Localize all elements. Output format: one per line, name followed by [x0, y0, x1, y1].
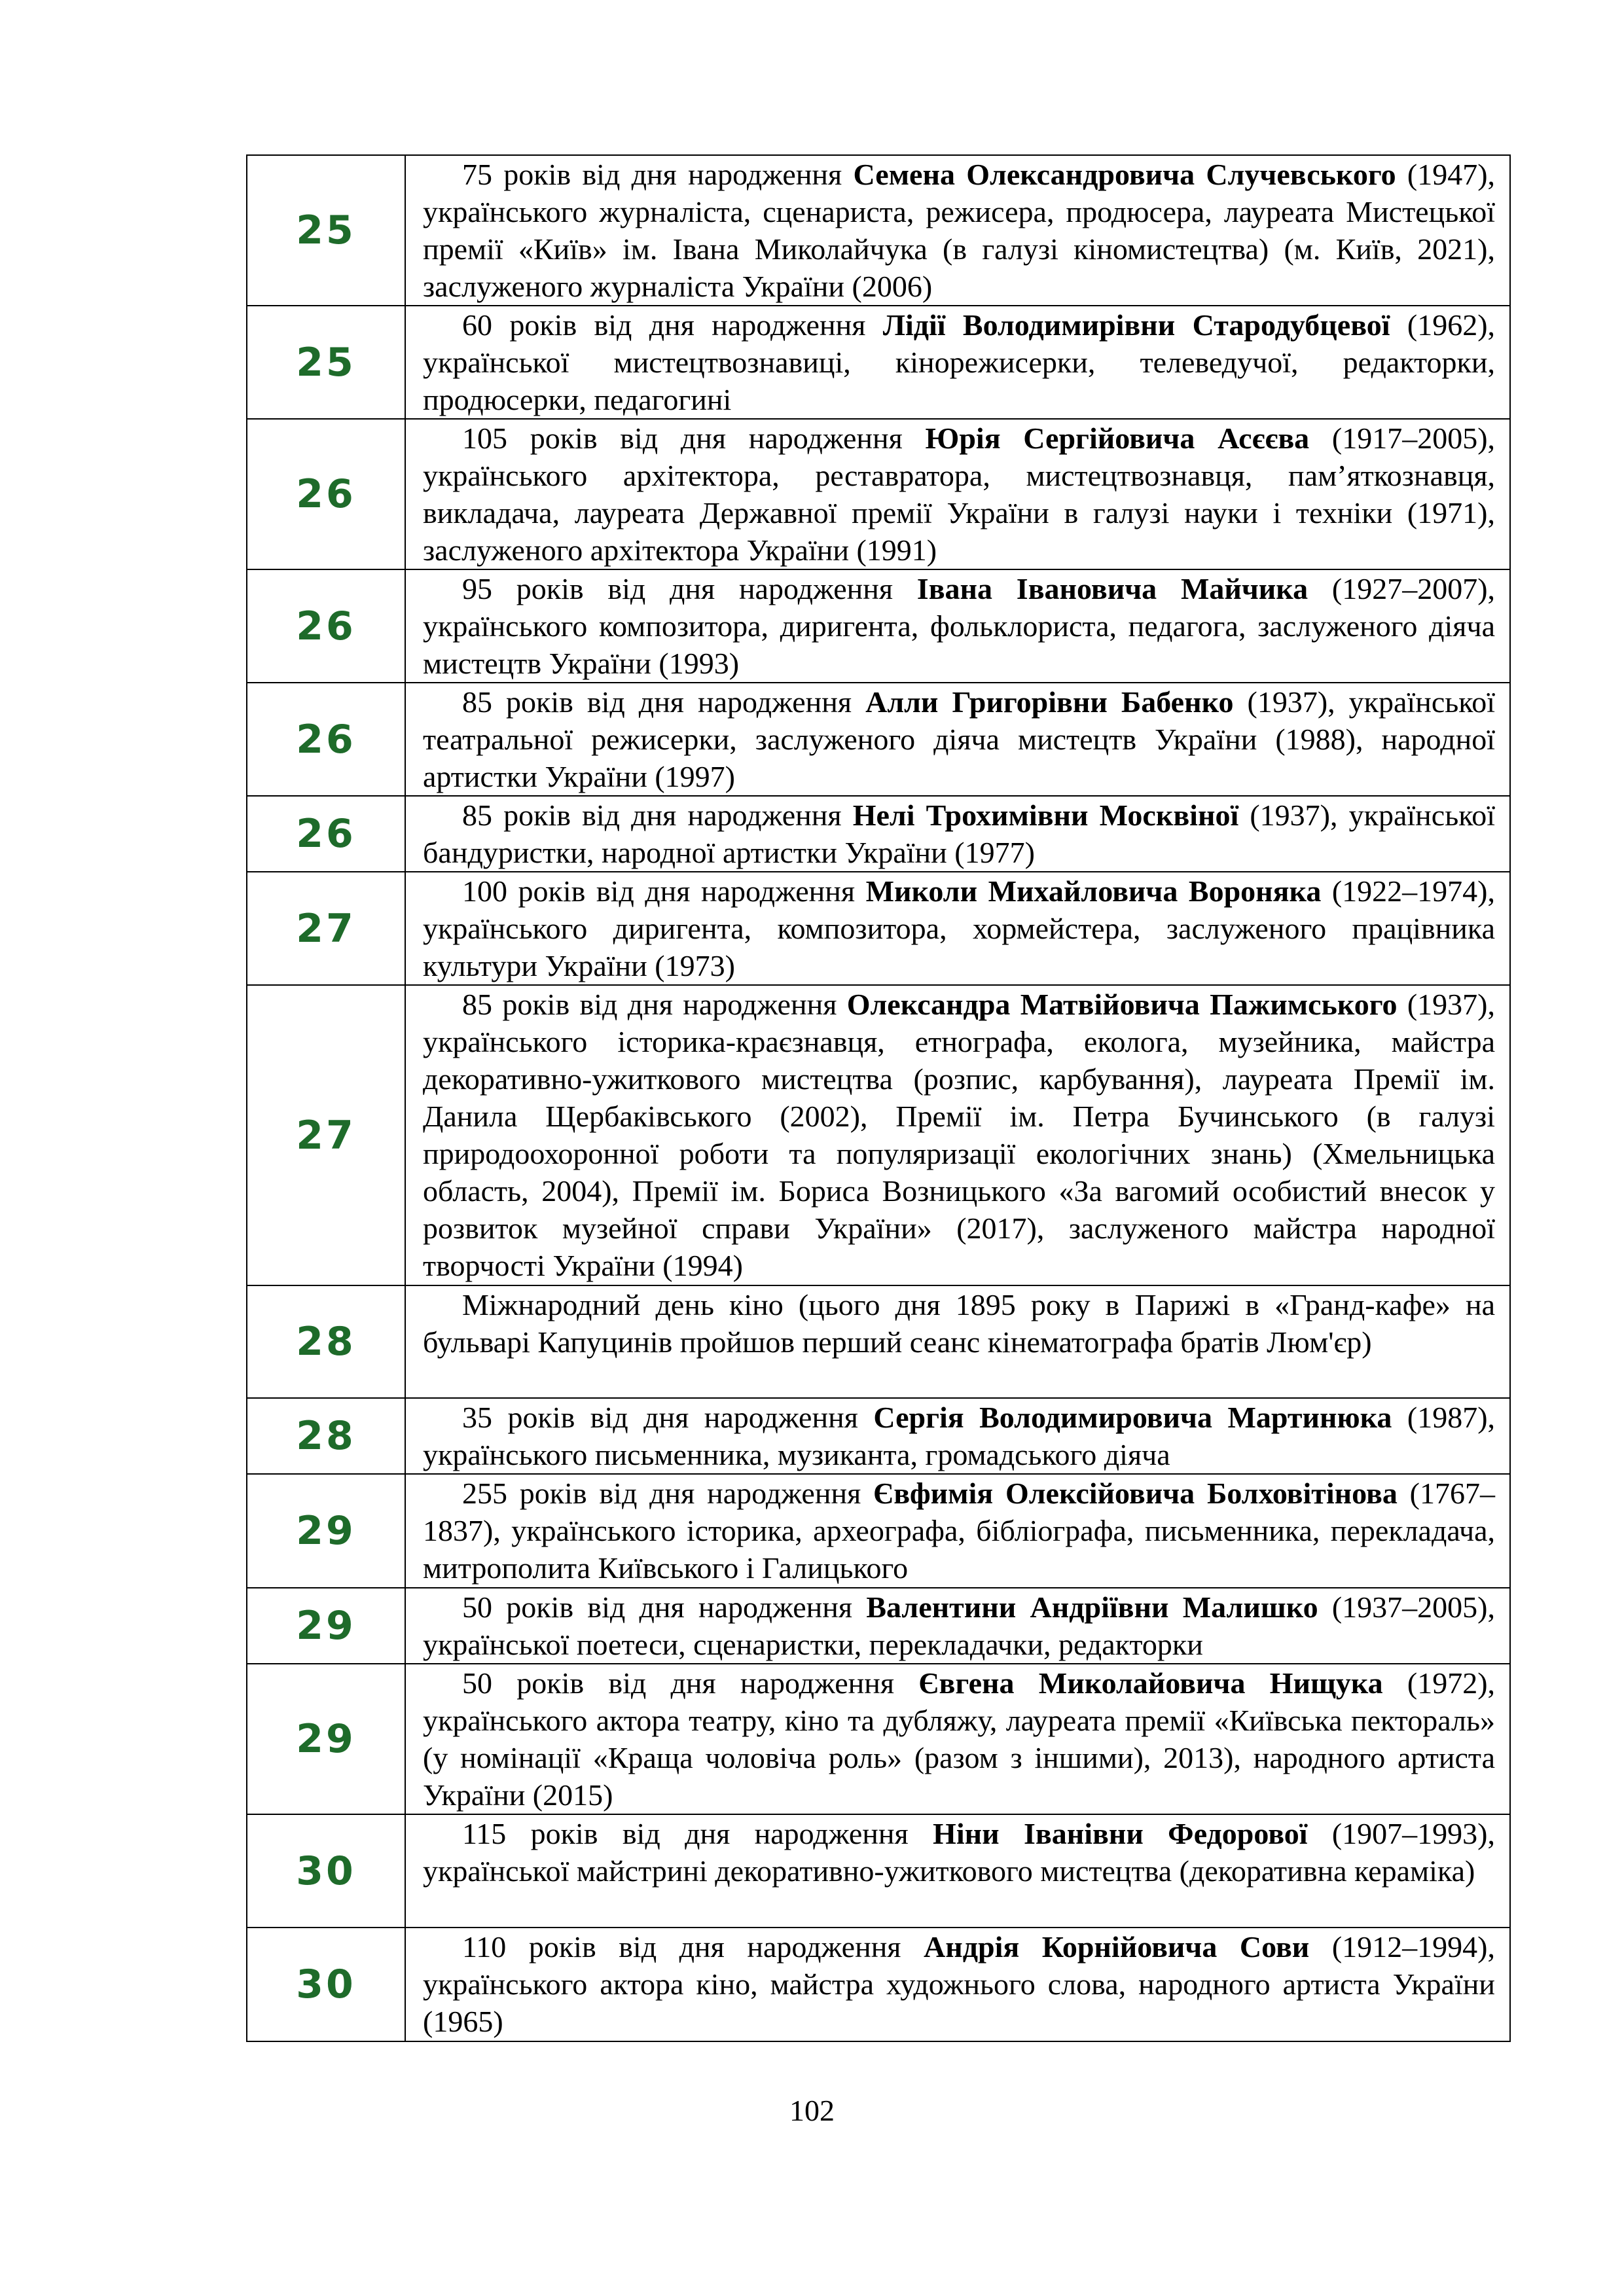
event-intro: 110 років від дня народження: [462, 1930, 924, 1964]
table-row: [247, 306, 1510, 419]
event-intro: 95 років від дня народження: [462, 572, 917, 605]
event-description: [405, 683, 1510, 796]
event-intro: 75 років від дня народження: [462, 158, 854, 191]
event-description: [405, 155, 1510, 306]
event-details: (1767–1837), українського історика, археографа, бібліографа, письменника, перекладача, митрополита Київського і Галицького: [423, 1477, 1495, 1585]
person-name: Сергія Володимировича Мартинюка: [873, 1401, 1392, 1434]
anniversary-table: [246, 154, 1511, 2042]
table-row: [247, 683, 1510, 796]
day-number: 26: [247, 796, 405, 872]
day-number: 26: [247, 683, 405, 796]
person-name: Миколи Михайловича Вороняка: [865, 874, 1322, 908]
event-intro: 60 років від дня народження: [462, 308, 883, 342]
event-details: (1972), українського актора театру, кіно та дубляжу, лауреата премії «Київська пектораль» (у номінації «Краща чоловіча роль» (разом з іншими), 2013), народного артиста України (2015): [423, 1666, 1496, 1812]
event-details: (1947), українського журналіста, сценариста, режисера, продюсера, лауреата Мистецької премії «Київ» ім. Івана Миколайчука (в галузі кіномистецтва) (м. Київ, 2021), заслуженого журналіста України (2006): [423, 158, 1496, 303]
event-description: [405, 872, 1510, 985]
event-description: [405, 1664, 1510, 1814]
event-details: (1962), української мистецтвознавиці, кінорежисерки, телеведучої, редакторки, продюсерки, педагогині: [423, 308, 1496, 416]
day-number: 25: [247, 306, 405, 419]
table-row: [247, 419, 1510, 569]
person-name: Лідії Володимирівни Стародубцевої: [882, 308, 1390, 342]
event-description: [405, 796, 1510, 872]
event-details: (1922–1974), українського диригента, композитора, хормейстера, заслуженого працівника культури України (1973): [423, 874, 1496, 982]
person-name: Юрія Сергійовича Асєєва: [925, 422, 1310, 455]
person-name: Євгена Миколайовича Нищука: [918, 1666, 1383, 1700]
event-intro: 255 років від дня народження: [462, 1477, 874, 1510]
table-row: [247, 569, 1510, 683]
table-row: [247, 1814, 1510, 1928]
event-details: (1907–1993), української майстрині декоративно-ужиткового мистецтва (декоративна кераміка): [423, 1817, 1495, 1888]
table-row: [247, 1588, 1510, 1664]
day-number: 26: [247, 419, 405, 569]
event-description: [405, 1588, 1510, 1664]
day-number: 30: [247, 1928, 405, 2041]
event-intro: 50 років від дня народження: [462, 1590, 867, 1624]
table-row: [247, 1664, 1510, 1814]
page-number: 102: [789, 2094, 835, 2127]
event-description: [405, 569, 1510, 683]
day-number: 27: [247, 985, 405, 1285]
table-row: [247, 1398, 1510, 1474]
table-row: [247, 985, 1510, 1285]
person-name: Алли Григорівни Бабенко: [865, 685, 1234, 719]
person-name: Івана Івановича Майчика: [916, 572, 1308, 605]
event-description: [405, 1814, 1510, 1928]
event-description: [405, 1398, 1510, 1474]
day-number: 29: [247, 1664, 405, 1814]
event-description: [405, 419, 1510, 569]
person-name: Олександра Матвійовича Пажимського: [846, 988, 1398, 1021]
event-details: (1937), української театральної режисерки, заслуженого діяча мистецтв України (1988), народної артистки України (1997): [423, 685, 1496, 793]
event-details: (1987), українського письменника, музиканта, громадського діяча: [423, 1401, 1496, 1471]
event-intro: 115 років від дня народження: [462, 1817, 933, 1850]
event-intro: 85 років від дня народження: [462, 685, 866, 719]
person-name: Нелі Трохимівни Москвіної: [852, 798, 1239, 832]
person-name: Євфимія Олексійовича Болховітінова: [873, 1477, 1398, 1510]
event-intro: 50 років від дня народження: [462, 1666, 919, 1700]
event-details: (1937), української бандуристки, народної артистки України (1977): [423, 798, 1495, 869]
day-number: 28: [247, 1285, 405, 1398]
event-details: (1937), українського історика-краєзнавця, етнографа, еколога, музейника, майстра декоративно-ужиткового мистецтва (розпис, карбування), лауреата Премії ім. Данила Щербаківського (2002), Премії ім. Петра Бучинського (в галузі природоохоронної роботи та популяризації екологічних знань) (Хмельницька область, 2004), Премії ім. Бориса Возницького «За вагомий особистий внесок у розвиток музейної справи України» (2017), заслуженого майстра народної творчості України (1994): [423, 988, 1495, 1282]
person-name: Валентини Андріївни Малишко: [866, 1590, 1318, 1624]
event-intro: 105 років від дня народження: [462, 422, 926, 455]
event-intro: 85 років від дня народження: [462, 988, 847, 1021]
day-number: 25: [247, 155, 405, 306]
table-row: [247, 1285, 1510, 1398]
person-name: Андрія Корнійовича Сови: [924, 1930, 1310, 1964]
event-description: [405, 306, 1510, 419]
event-details: (1912–1994), українського актора кіно, майстра художнього слова, народного артиста України (1965): [423, 1930, 1495, 2038]
table-row: [247, 155, 1510, 306]
day-number: 26: [247, 569, 405, 683]
event-intro: 100 років від дня народження: [462, 874, 866, 908]
event-details: (1937–2005), української поетеси, сценаристки, перекладачки, редакторки: [423, 1590, 1496, 1661]
event-description: [405, 1285, 1510, 1398]
event-description: [405, 985, 1510, 1285]
day-number: 28: [247, 1398, 405, 1474]
event-description: [405, 1928, 1510, 2041]
table-row: [247, 1928, 1510, 2041]
person-name: Семена Олександровича Случевського: [853, 158, 1396, 191]
event-details: (1917–2005), українського архітектора, реставратора, мистецтвознавця, пам’яткознавця, викладача, лауреата Державної премії України в галузі науки і техніки (1971), заслуженого архітектора України (1991): [423, 422, 1496, 567]
day-number: 27: [247, 872, 405, 985]
table-row: [247, 1474, 1510, 1588]
event-intro: 85 років від дня народження: [462, 798, 853, 832]
day-number: 30: [247, 1814, 405, 1928]
table-row: [247, 796, 1510, 872]
day-number: 29: [247, 1474, 405, 1588]
event-intro: Міжнародний день кіно (цього дня 1895 року в Парижі в «Гранд-кафе» на бульварі Капуцинів пройшов перший сеанс кінематографа братів Люм'єр): [423, 1288, 1495, 1359]
event-description: [405, 1474, 1510, 1588]
day-number: 29: [247, 1588, 405, 1664]
table-row: [247, 872, 1510, 985]
event-intro: 35 років від дня народження: [462, 1401, 874, 1434]
person-name: Ніни Іванівни Федорової: [933, 1817, 1308, 1850]
event-details: (1927–2007), українського композитора, диригента, фольклориста, педагога, заслуженого діяча мистецтв України (1993): [423, 572, 1496, 680]
